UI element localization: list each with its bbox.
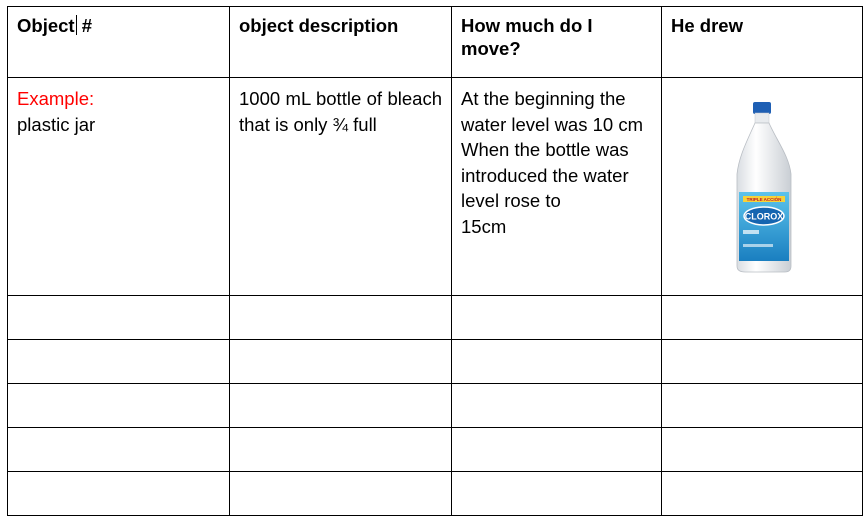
bleach-bottle-icon [717,96,807,276]
header-object-text: Object [17,15,75,36]
table-row [8,384,863,428]
table-cell[interactable] [662,340,863,384]
example-description: 1000 mL bottle of bleach that is only ¾ full [239,88,442,135]
worksheet-table [7,6,863,516]
table-cell[interactable] [8,340,230,384]
bottle-cap [753,102,771,114]
table-cell[interactable] [452,428,662,472]
table-cell[interactable] [8,472,230,516]
header-object-description[interactable]: object description [230,7,452,78]
example-object: plastic jar [17,113,96,135]
header-how-much-move[interactable]: How much do I move? [452,7,662,78]
table-cell[interactable] [8,296,230,340]
table-cell[interactable] [8,428,230,472]
table-cell[interactable] [230,340,452,384]
movement-line-2: When the bottle was introduced the water level rose to [461,139,629,211]
example-drawing-cell[interactable] [662,78,863,296]
movement-line-1: At the beginning the water level was 10 cm [461,88,643,135]
example-label: Example: [17,88,95,109]
example-movement-cell[interactable] [452,78,662,296]
table-cell[interactable] [452,384,662,428]
table-cell[interactable] [452,340,662,384]
table-cell[interactable] [662,384,863,428]
bottle-brand: CLOROX [744,211,784,222]
header-object-suffix: # [81,15,93,36]
example-object-cell[interactable] [8,78,230,296]
table-cell[interactable] [8,384,230,428]
table-row [8,472,863,516]
header-row [8,7,863,78]
table-cell[interactable] [230,472,452,516]
table-cell[interactable] [662,296,863,340]
header-he-drew[interactable]: He drew [662,7,863,78]
table-cell[interactable] [230,384,452,428]
example-row [8,78,863,296]
movement-line-3: 15cm [461,215,507,237]
bottle-label [739,192,789,261]
table-row [8,340,863,384]
table-cell[interactable] [230,428,452,472]
table-row [8,296,863,340]
header-object-number[interactable] [8,7,230,78]
table-cell[interactable] [452,296,662,340]
table-row [8,428,863,472]
bottle-tagline: TRIPLE ACCIÓN [746,197,782,202]
table-cell[interactable] [662,428,863,472]
table-cell[interactable] [452,472,662,516]
text-cursor [76,15,77,35]
table-cell[interactable] [230,296,452,340]
example-description-cell[interactable] [230,78,452,296]
table-cell[interactable] [662,472,863,516]
